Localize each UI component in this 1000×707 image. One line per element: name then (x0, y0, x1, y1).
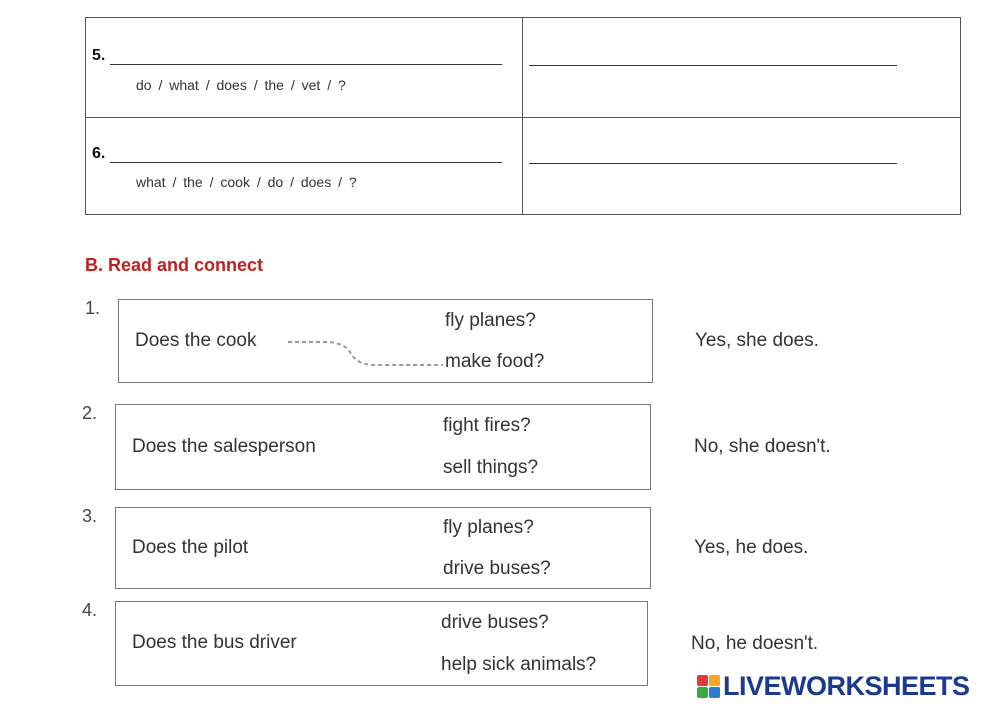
item-answer-4[interactable]: No, he doesn't. (691, 633, 819, 654)
logo-text: LIVEWORKSHEETS (723, 670, 970, 701)
answer-line-question-6[interactable] (110, 162, 502, 163)
item-option-2b[interactable]: sell things? (443, 457, 539, 478)
answer-line-response-6[interactable] (529, 163, 897, 164)
item-number-3: 3. (82, 506, 98, 526)
answer-line-response-5[interactable] (529, 65, 897, 66)
item-answer-2[interactable]: No, she doesn't. (694, 436, 831, 457)
word-hint-5: do / what / does / the / vet / ? (136, 77, 346, 93)
item-answer-3[interactable]: Yes, he does. (694, 537, 809, 558)
table-column-divider (522, 18, 523, 214)
item-stem-1[interactable]: Does the cook (135, 330, 257, 351)
word-hint-6: what / the / cook / do / does / ? (136, 174, 357, 190)
answer-line-question-5[interactable] (110, 64, 502, 65)
section-title: B. Read and connect (85, 255, 264, 275)
item-stem-3[interactable]: Does the pilot (132, 537, 249, 558)
question-number-6: 6. (92, 145, 106, 162)
item-option-3b[interactable]: drive buses? (443, 558, 551, 579)
item-answer-1[interactable]: Yes, she does. (695, 330, 819, 351)
item-option-1a[interactable]: fly planes? (445, 310, 536, 331)
item-stem-2[interactable]: Does the salesperson (132, 436, 316, 457)
item-number-2: 2. (82, 403, 98, 423)
item-number-4: 4. (82, 600, 98, 620)
item-option-3a[interactable]: fly planes? (443, 517, 534, 538)
logo-icon (697, 675, 720, 698)
item-option-2a[interactable]: fight fires? (443, 415, 531, 436)
item-stem-4[interactable]: Does the bus driver (132, 632, 297, 653)
question-number-5: 5. (92, 47, 106, 64)
liveworksheets-logo (697, 672, 970, 700)
item-option-1b[interactable]: make food? (445, 351, 545, 372)
item-number-1: 1. (85, 298, 101, 318)
item-option-4a[interactable]: drive buses? (441, 612, 549, 633)
item-option-4b[interactable]: help sick animals? (441, 654, 597, 675)
table-row-divider (86, 117, 960, 118)
